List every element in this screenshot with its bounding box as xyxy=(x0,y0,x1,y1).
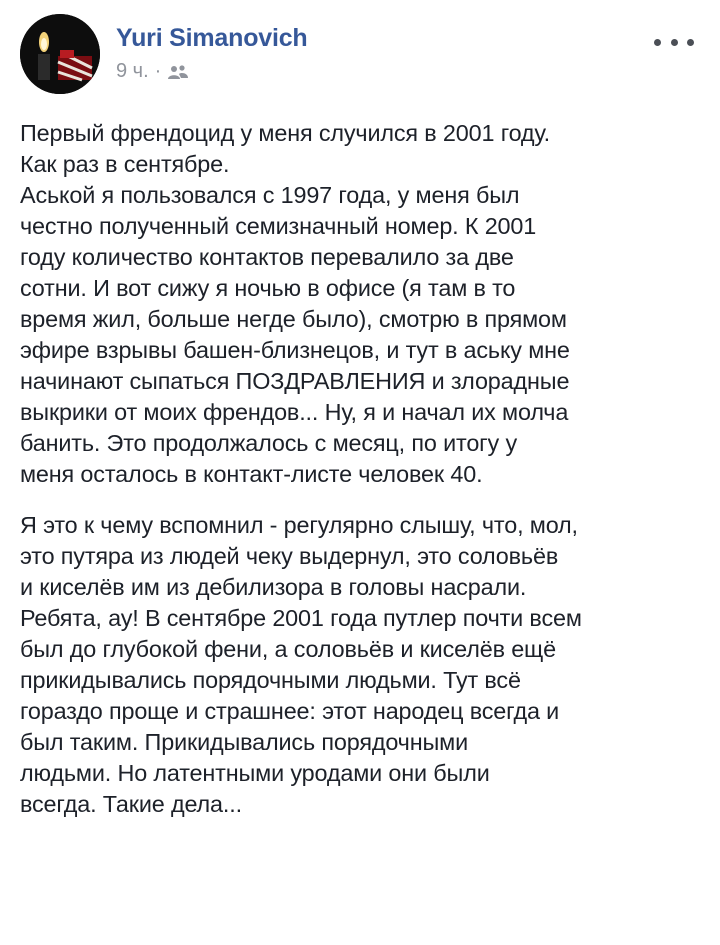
post-line: время жил, больше негде было), смотрю в прямом xyxy=(20,306,567,332)
post-line: людьми. Но латентными уродами они были xyxy=(20,760,490,786)
post-line: гораздо проще и страшнее: этот народец всегда и xyxy=(20,698,560,724)
post-text xyxy=(20,118,710,820)
post-line: честно полученный семизначный номер. К 2001 xyxy=(20,213,537,239)
avatar-image xyxy=(20,14,100,94)
post-line: прикидывались порядочными людьми. Тут всё xyxy=(20,667,521,693)
friends-icon[interactable] xyxy=(167,63,189,79)
paragraph-gap xyxy=(20,490,710,510)
post-time[interactable]: 9 ч. xyxy=(116,59,149,82)
post-line: был таким. Прикидывались порядочными xyxy=(20,729,468,755)
post-line: выкрики от моих френдов... Ну, я и начал их молча xyxy=(20,399,569,425)
post-line: и киселёв им из дебилизора в головы насрали. xyxy=(20,574,527,600)
more-options-icon[interactable] xyxy=(654,30,694,54)
author-name[interactable]: Yuri Simanovich xyxy=(116,24,308,52)
post-line: эфире взрывы башен-близнецов, и тут в аську мне xyxy=(20,337,570,363)
post-header xyxy=(0,0,720,110)
post-line: Ребята, ау! В сентябре 2001 года путлер почти всем xyxy=(20,605,582,631)
post-line: был до глубокой фени, а соловьёв и киселёв ещё xyxy=(20,636,557,662)
post-line: сотни. И вот сижу я ночью в офисе (я там в то xyxy=(20,275,516,301)
post-line: всегда. Такие дела... xyxy=(20,791,242,817)
post-line: году количество контактов перевалило за две xyxy=(20,244,514,270)
meta-separator: · xyxy=(154,59,162,82)
post-line: Я это к чему вспомнил - регулярно слышу, что, мол, xyxy=(20,512,578,538)
post-line: это путяра из людей чеку выдернул, это соловьёв xyxy=(20,543,559,569)
post-meta xyxy=(116,60,189,82)
post-line: начинают сыпаться ПОЗДРАВЛЕНИЯ и злорадные xyxy=(20,368,570,394)
post-line: меня осталось в контакт-листе человек 40. xyxy=(20,461,483,487)
post-line: Первый френдоцид у меня случился в 2001 году. xyxy=(20,120,550,146)
avatar[interactable] xyxy=(20,14,100,94)
post-line: Аськой я пользовался с 1997 года, у меня был xyxy=(20,182,520,208)
post-line: Как раз в сентябре. xyxy=(20,151,230,177)
post-line: банить. Это продолжалось с месяц, по итогу у xyxy=(20,430,517,456)
